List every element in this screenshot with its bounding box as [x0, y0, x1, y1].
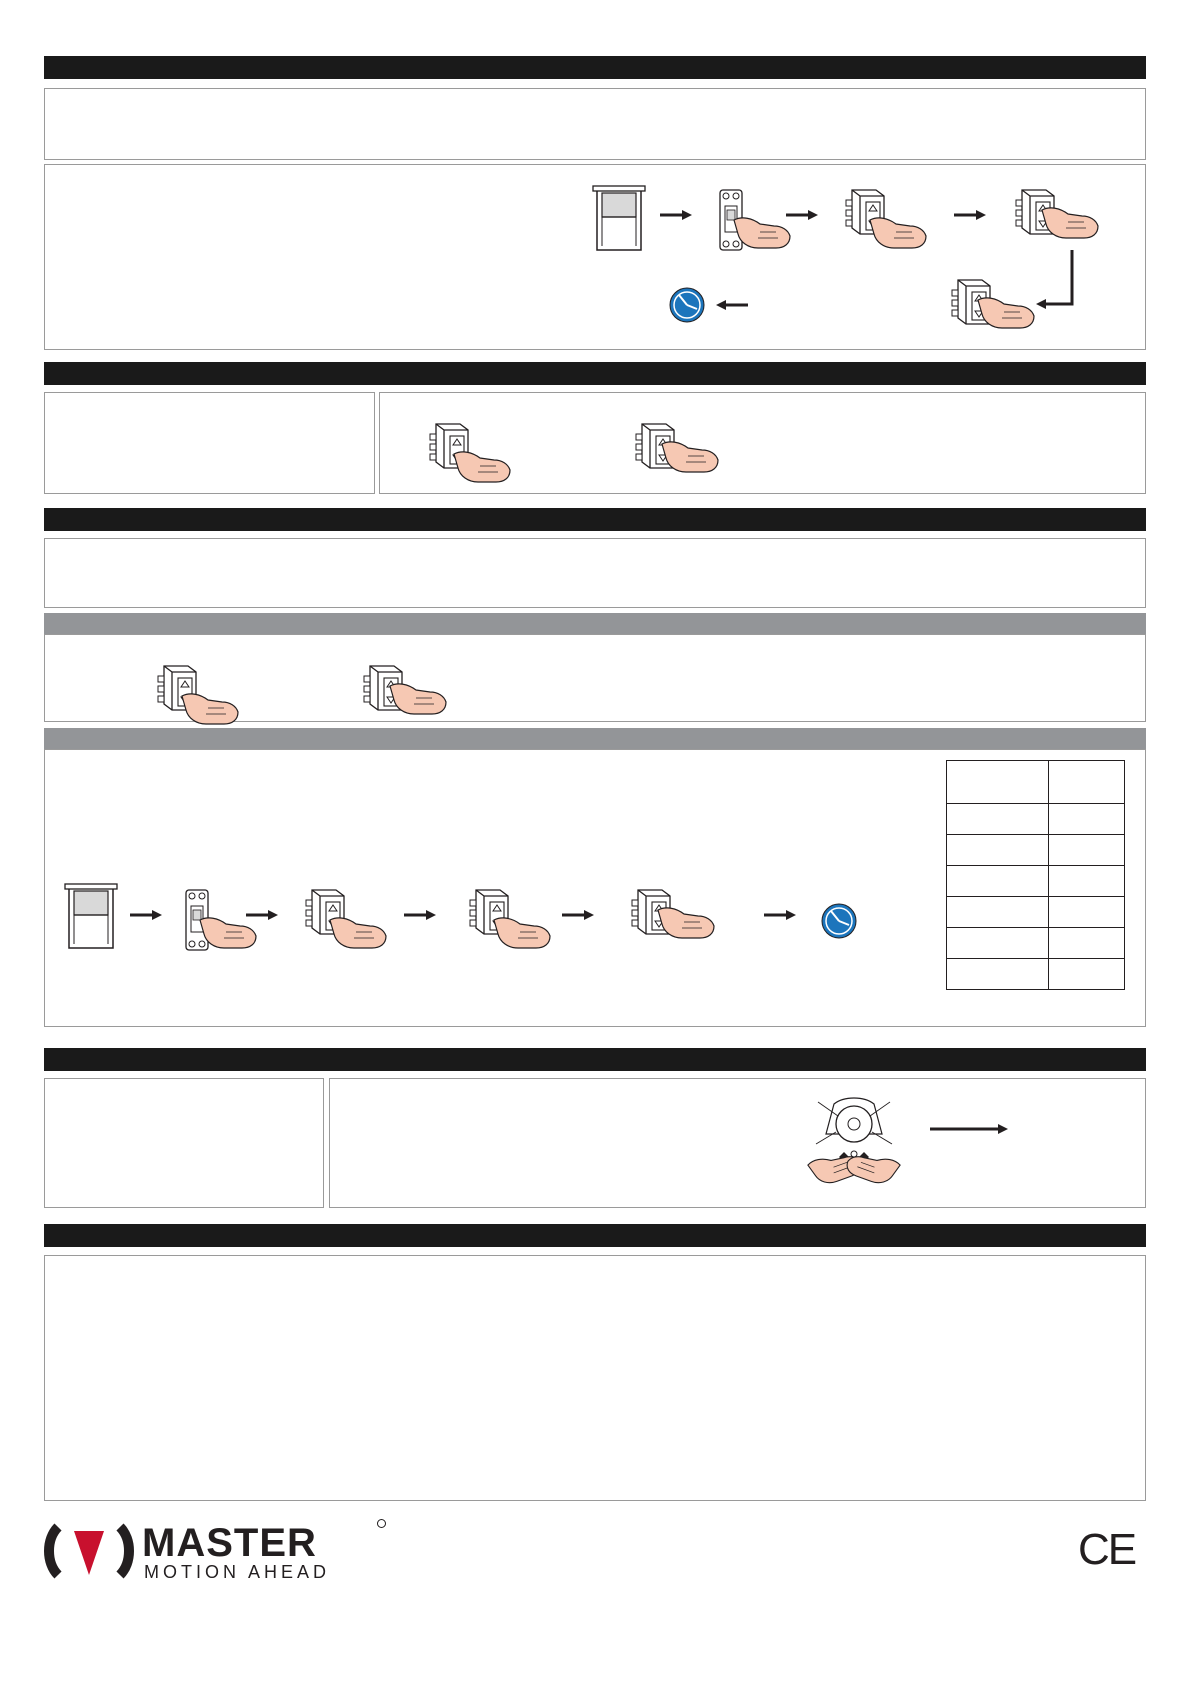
table-row [947, 928, 1125, 959]
section-header-bar [44, 56, 1146, 79]
switch-down-icon [636, 424, 736, 488]
circuit-breaker-icon [720, 190, 800, 254]
arrow-icon [930, 1124, 1010, 1136]
arrow-icon [562, 910, 596, 922]
table-row [947, 959, 1125, 990]
table-row [947, 761, 1125, 804]
table-row [947, 866, 1125, 897]
logo-tagline: MOTION AHEAD [144, 1562, 331, 1582]
roller-shutter-icon [594, 186, 644, 252]
subsection-header-bar [44, 613, 1146, 634]
switch-down-icon [364, 666, 464, 730]
circuit-breaker-icon [186, 890, 266, 954]
roller-shutter-icon [66, 884, 116, 950]
master-logo [44, 1521, 389, 1582]
arrow-icon [786, 210, 820, 222]
switch-up-icon [158, 666, 258, 730]
arrow-icon [660, 210, 694, 222]
arrow-icon [716, 300, 750, 312]
clock-icon [670, 288, 706, 324]
section-header-bar [44, 508, 1146, 531]
switch-up-icon [470, 890, 570, 954]
switch-up-icon [846, 190, 946, 254]
registered-mark [377, 1519, 386, 1528]
table-row [947, 835, 1125, 866]
subsection-header-bar [44, 728, 1146, 749]
settings-table [946, 760, 1125, 990]
switch-down-icon [952, 280, 1052, 344]
clock-icon [822, 904, 858, 940]
logo-wordmark: MASTER [142, 1521, 317, 1565]
text-panel [44, 88, 1146, 160]
arrow-icon [764, 910, 798, 922]
arrow-icon [246, 910, 280, 922]
logo-emblem [44, 1525, 134, 1577]
text-panel [44, 1255, 1146, 1501]
arrow-icon [130, 910, 164, 922]
arrow-icon [954, 210, 988, 222]
procedure-panel [329, 1078, 1146, 1208]
table-row [947, 804, 1125, 835]
arrow-icon [404, 910, 438, 922]
table-row [947, 897, 1125, 928]
section-header-bar [44, 362, 1146, 385]
text-panel [44, 1078, 324, 1208]
section-header-bar [44, 1048, 1146, 1071]
remote-control-icon [804, 1094, 904, 1198]
switch-up-icon [306, 890, 406, 954]
switch-up-icon [430, 424, 530, 488]
ce-mark: CE [1078, 1525, 1136, 1574]
text-panel [44, 392, 375, 494]
text-panel [44, 538, 1146, 608]
switch-down-icon [632, 890, 732, 954]
section-header-bar [44, 1224, 1146, 1247]
switch-down-icon [1016, 190, 1116, 254]
